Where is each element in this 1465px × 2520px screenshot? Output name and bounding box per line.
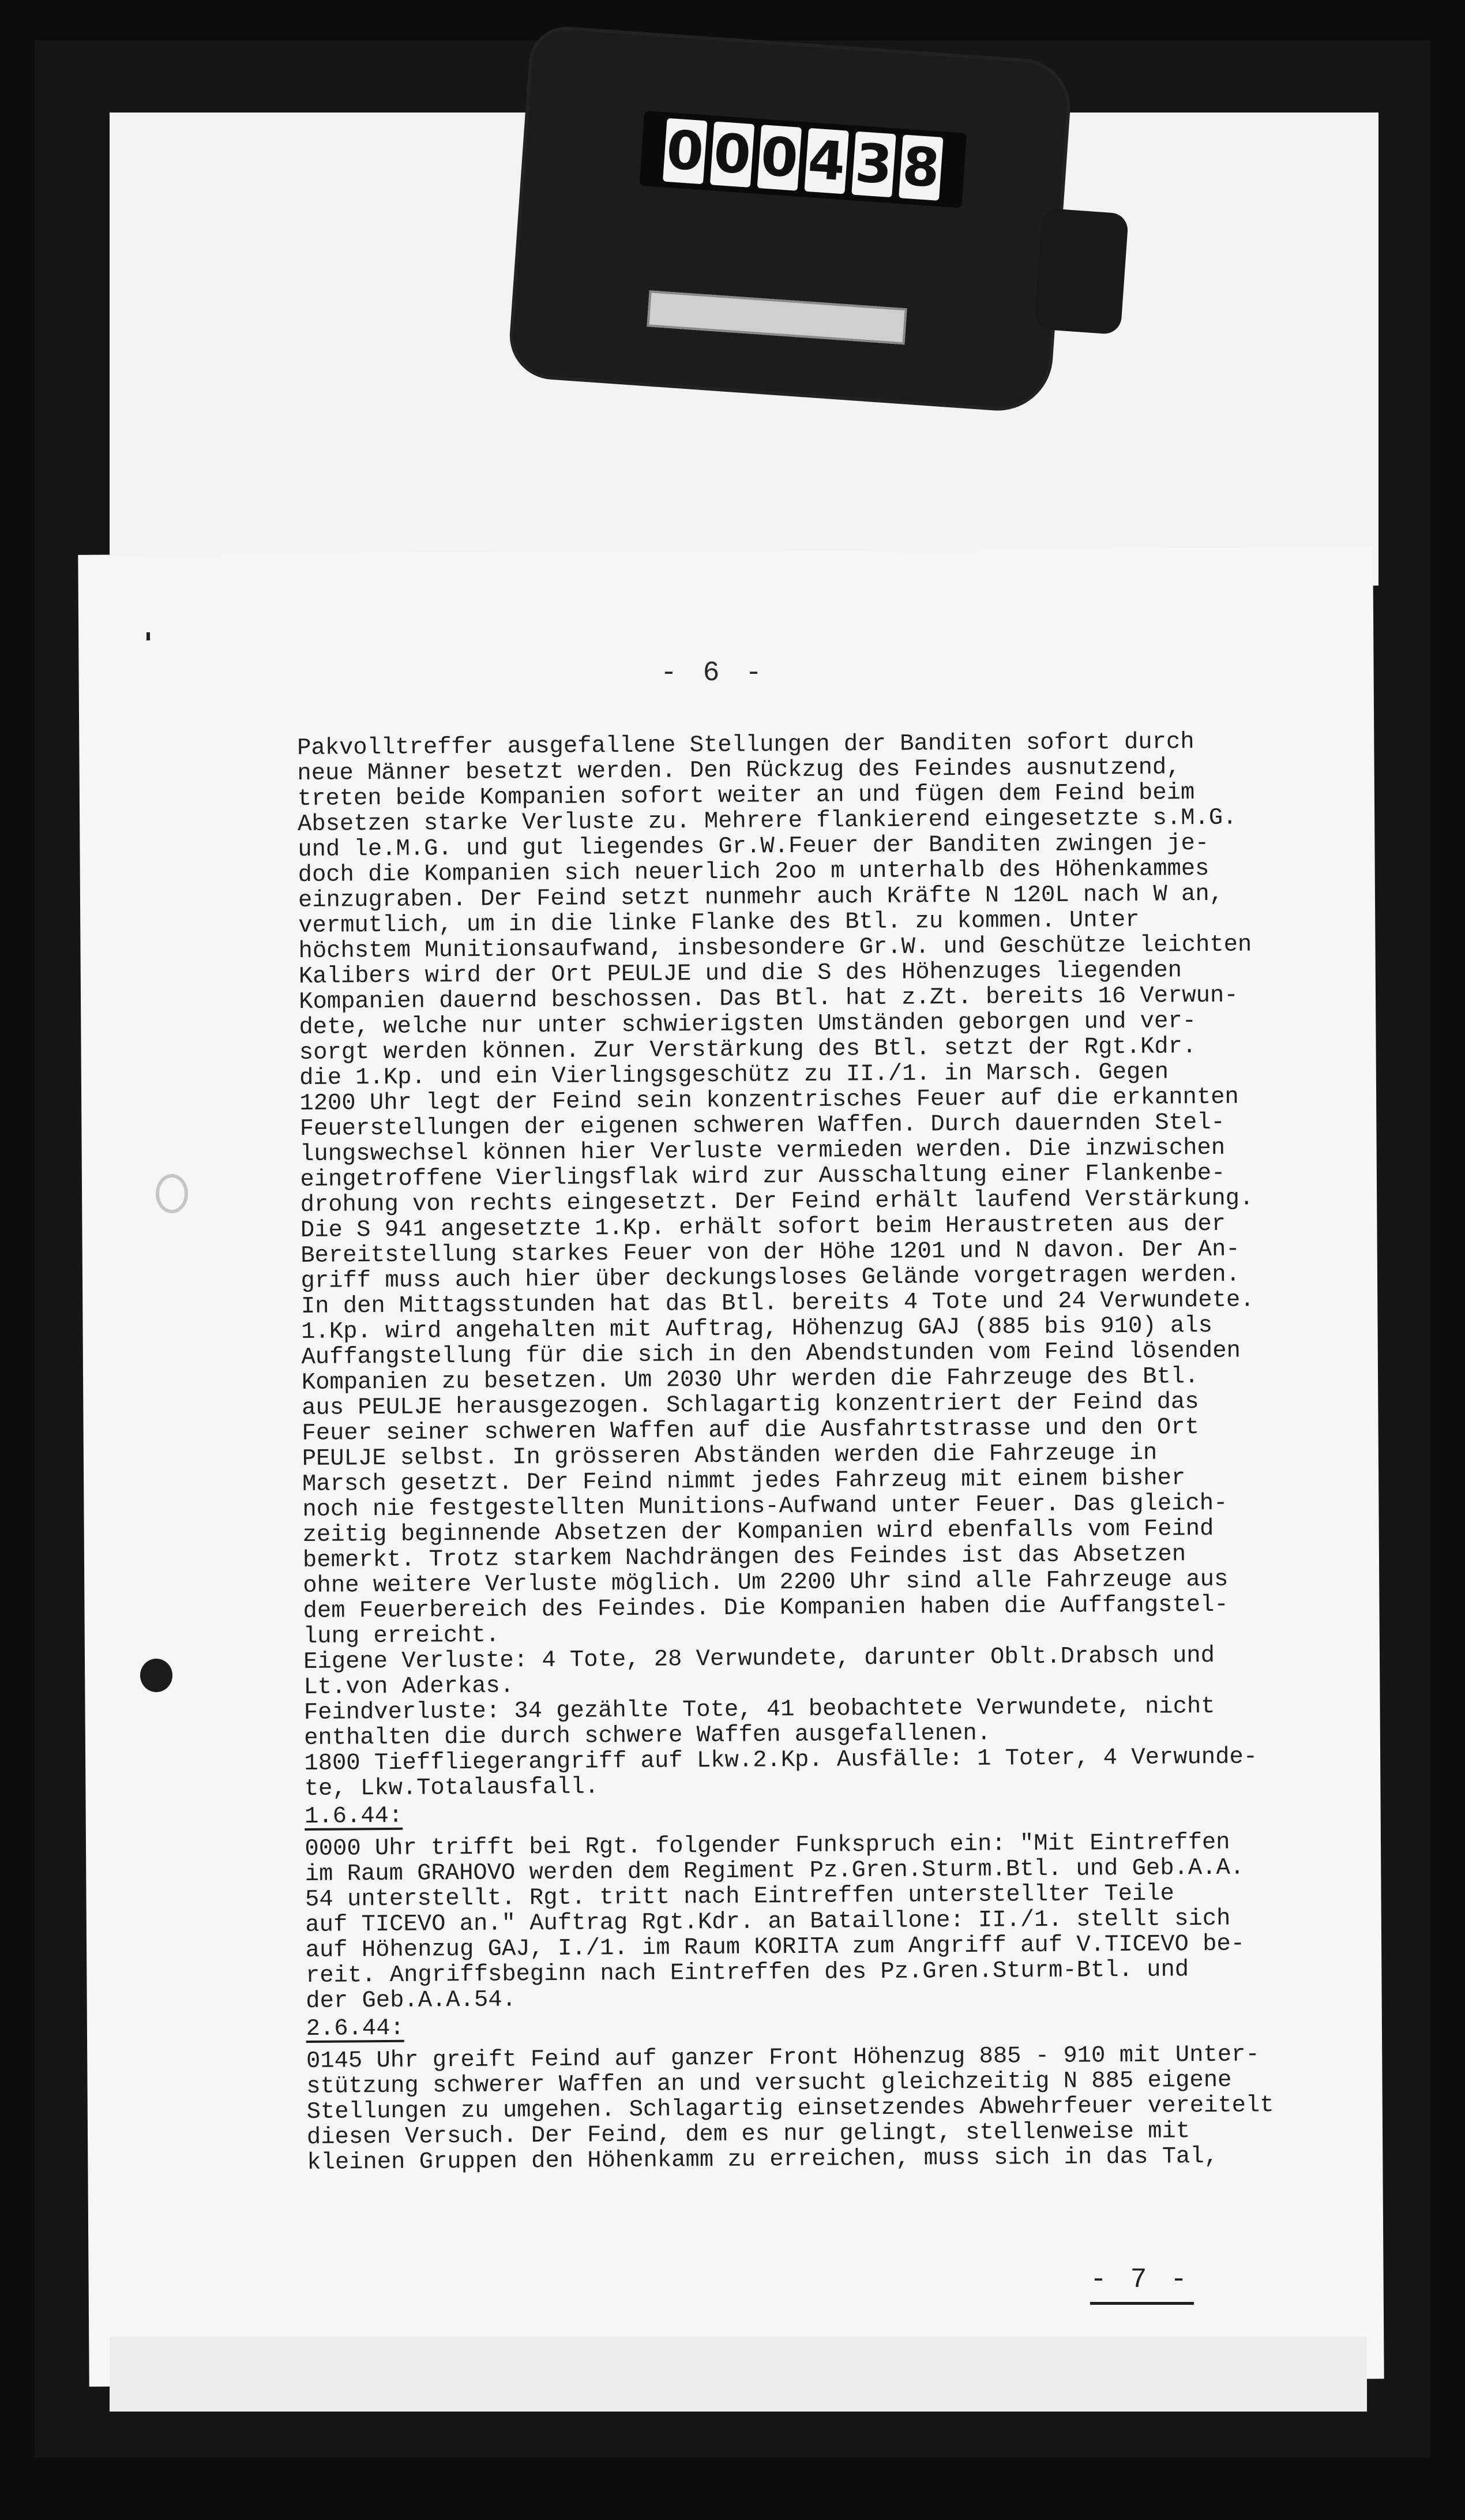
text-line: Stellungen zu umgehen. Schlagartig einsetzendes Abwehrfeuer vereitelt	[306, 2092, 1274, 2125]
text-line: bemerkt. Trotz starkem Nachdrängen des Feindes ist das Absetzen	[302, 1541, 1186, 1574]
text-line: reit. Angriffsbeginn nach Eintreffen des Pz.Gren.Sturm-Btl. und	[305, 1956, 1189, 1989]
counter-digit: 0	[710, 121, 755, 187]
text-line: Feindverluste: 34 gezählte Tote, 41 beobachtete Verwundete, nicht	[303, 1693, 1215, 1726]
typed-text-block	[297, 728, 1374, 2176]
page-number-top: - 6 -	[660, 658, 767, 689]
text-line: lung erreicht.	[303, 1622, 500, 1650]
text-line: kleinen Gruppen den Höhenkamm zu erreichen, muss sich in das Tal,	[307, 2143, 1219, 2176]
text-line: doch die Kompanien sich neuerlich 2oo m unterhalb des Höhenkammes	[298, 855, 1209, 888]
text-line: Kalibers wird der Ort PEULJE und die S des Höhenzuges liegenden	[298, 957, 1182, 990]
text-line: und le.M.G. und gut liegendes Gr.W.Feuer der Banditen zwingen je-	[298, 830, 1209, 863]
paragraph-main	[297, 728, 1370, 1649]
text-line: treten beide Kompanien sofort weiter an und fügen dem Feind beim	[297, 779, 1195, 812]
text-line: te, Lkw.Totalausfall.	[304, 1773, 599, 1802]
text-line: Auffangstellung für die sich in den Abendstunden vom Feind lösenden	[301, 1337, 1241, 1371]
text-line: sorgt werden können. Zur Verstärkung des Btl. setzt der Rgt.Kdr.	[299, 1033, 1197, 1066]
film-speck	[146, 632, 150, 640]
section-entry-1-6-44	[305, 1794, 1373, 2014]
text-line: stützung schwerer Waffen an und versucht gleichzeitig N 885 eigene	[306, 2067, 1232, 2100]
text-line: 1800 Tieffliegerangriff auf Lkw.2.Kp. Ausfälle: 1 Toter, 4 Verwunde-	[304, 1743, 1258, 1777]
counter-digit: 0	[663, 118, 708, 185]
losses-summary	[303, 1642, 1372, 1802]
text-line: auf Höhenzug GAJ, I./1. im Raum KORITA zum Angriff auf V.TICEVO be-	[305, 1930, 1245, 1964]
page-number-underline	[1090, 2302, 1194, 2305]
counter-knob	[1034, 208, 1129, 335]
text-line: höchstem Munitionsaufwand, insbesondere Gr.W. und Geschütze leichten	[298, 931, 1252, 965]
counter-digit: 3	[851, 132, 896, 198]
counter-digit: 0	[757, 125, 802, 191]
text-line: 1.Kp. wird angehalten mit Auftrag, Höhenzug GAJ (885 bis 910) als	[301, 1312, 1213, 1345]
page-lower-edge	[110, 2337, 1367, 2412]
text-line: Feuer seiner schweren Waffen auf die Ausfahrtstrasse und den Ort	[302, 1414, 1200, 1447]
section-entry-2-6-44	[306, 2007, 1374, 2176]
text-line: 1200 Uhr legt der Feind sein konzentrisches Feuer auf die erkannten	[299, 1083, 1239, 1117]
text-line: vermutlich, um in die linke Flanke des Btl. zu kommen. Unter	[298, 906, 1140, 939]
text-line: Feuerstellungen der eigenen schweren Waffen. Durch dauernden Stel-	[299, 1109, 1225, 1142]
text-line: auf TICEVO an." Auftrag Rgt.Kdr. an Bataillone: II./1. stellt sich	[305, 1905, 1231, 1938]
text-line: griff muss auch hier über deckungsloses Gelände vorgetragen werden.	[300, 1261, 1241, 1295]
text-line: neue Männer besetzt werden. Den Rückzug des Feindes ausnutzend,	[297, 754, 1181, 787]
text-line: Eigene Verluste: 4 Tote, 28 Verwundete, darunter Oblt.Drabsch und	[303, 1642, 1215, 1675]
text-line: 54 unterstellt. Rgt. tritt nach Eintreffen unterstellter Teile	[305, 1880, 1175, 1913]
section-date-heading: 1.6.44:	[304, 1802, 403, 1830]
text-line: diesen Versuch. Der Feind, dem es nur gelingt, stellenweise mit	[306, 2118, 1190, 2151]
text-line: 0000 Uhr trifft bei Rgt. folgender Funkspruch ein: "Mit Eintreffen	[305, 1829, 1230, 1862]
text-line: im Raum GRAHOVO werden dem Regiment Pz.Gren.Sturm.Btl. und Geb.A.A.	[305, 1854, 1245, 1888]
text-line: die 1.Kp. und ein Vierlingsgeschütz zu II./1. in Marsch. Gegen	[299, 1059, 1169, 1092]
punch-hole	[156, 1174, 188, 1213]
counter-nameplate	[647, 290, 907, 344]
text-line: Kompanien zu besetzen. Um 2030 Uhr werden die Fahrzeuge des Btl.	[301, 1363, 1199, 1396]
text-line: aus PEULJE herausgezogen. Schlagartig konzentriert der Feind das	[301, 1389, 1199, 1422]
text-line: In den Mittagsstunden hat das Btl. bereits 4 Tote und 24 Verwundete.	[300, 1287, 1254, 1320]
punch-hole-dark	[140, 1659, 172, 1692]
counter-digit: 4	[804, 128, 849, 194]
text-line: PEULJE selbst. In grösseren Abständen werden die Fahrzeuge in	[302, 1439, 1158, 1472]
text-line: Die S 941 angesetzte 1.Kp. erhält sofort beim Heraustreten aus der	[300, 1210, 1226, 1244]
text-line: einzugraben. Der Feind setzt nunmehr auch Kräfte N 120L nach W an,	[298, 880, 1224, 914]
text-line: noch nie festgestellten Munitions-Aufwand unter Feuer. Das gleich-	[302, 1490, 1228, 1523]
section-date-heading: 2.6.44:	[306, 2015, 404, 2042]
counter-digit: 8	[899, 134, 944, 201]
text-line: ohne weitere Verluste möglich. Um 2200 Uhr sind alle Fahrzeuge aus	[303, 1566, 1229, 1599]
text-line: Lt.von Aderkas.	[303, 1672, 514, 1701]
text-line: 0145 Uhr greift Feind auf ganzer Front Höhenzug 885 - 910 mit Unter-	[306, 2041, 1260, 2075]
page-number-bottom: - 7 -	[1090, 2264, 1191, 2296]
text-line: Pakvolltreffer ausgefallene Stellungen der Banditen sofort durch	[296, 729, 1194, 762]
text-line: der Geb.A.A.54.	[306, 1986, 517, 2015]
frame-counter-device	[510, 28, 1070, 410]
counter-window	[639, 111, 967, 208]
text-line: Marsch gesetzt. Der Feind nimmt jedes Fahrzeug mit einem bisher	[302, 1465, 1186, 1498]
text-line: enthalten die durch schwere Waffen ausgefallenen.	[303, 1720, 991, 1752]
text-line: lungswechsel können hier Verluste vermieden werden. Die inzwischen	[299, 1134, 1226, 1168]
text-line: dete, welche nur unter schwierigsten Umständen geborgen und ver-	[299, 1008, 1197, 1041]
text-line: eingetroffene Vierlingsflak wird zur Ausschaltung einer Flankenbe-	[300, 1160, 1226, 1193]
text-line: Kompanien dauernd beschossen. Das Btl. hat z.Zt. bereits 16 Verwun-	[299, 982, 1238, 1015]
text-line: dem Feuerbereich des Feindes. Die Kompanien haben die Auffangstel-	[303, 1591, 1229, 1625]
text-line: Absetzen starke Verluste zu. Mehrere flankierend eingesetzte s.M.G.	[297, 804, 1237, 838]
text-line: drohung von rechts eingesetzt. Der Feind erhält laufend Verstärkung.	[300, 1185, 1254, 1218]
text-line: Bereitstellung starkes Feuer von der Höhe 1201 und N davon. Der An-	[300, 1236, 1240, 1269]
text-line: zeitig beginnende Absetzen der Kompanien wird ebenfalls vom Feind	[302, 1515, 1214, 1548]
